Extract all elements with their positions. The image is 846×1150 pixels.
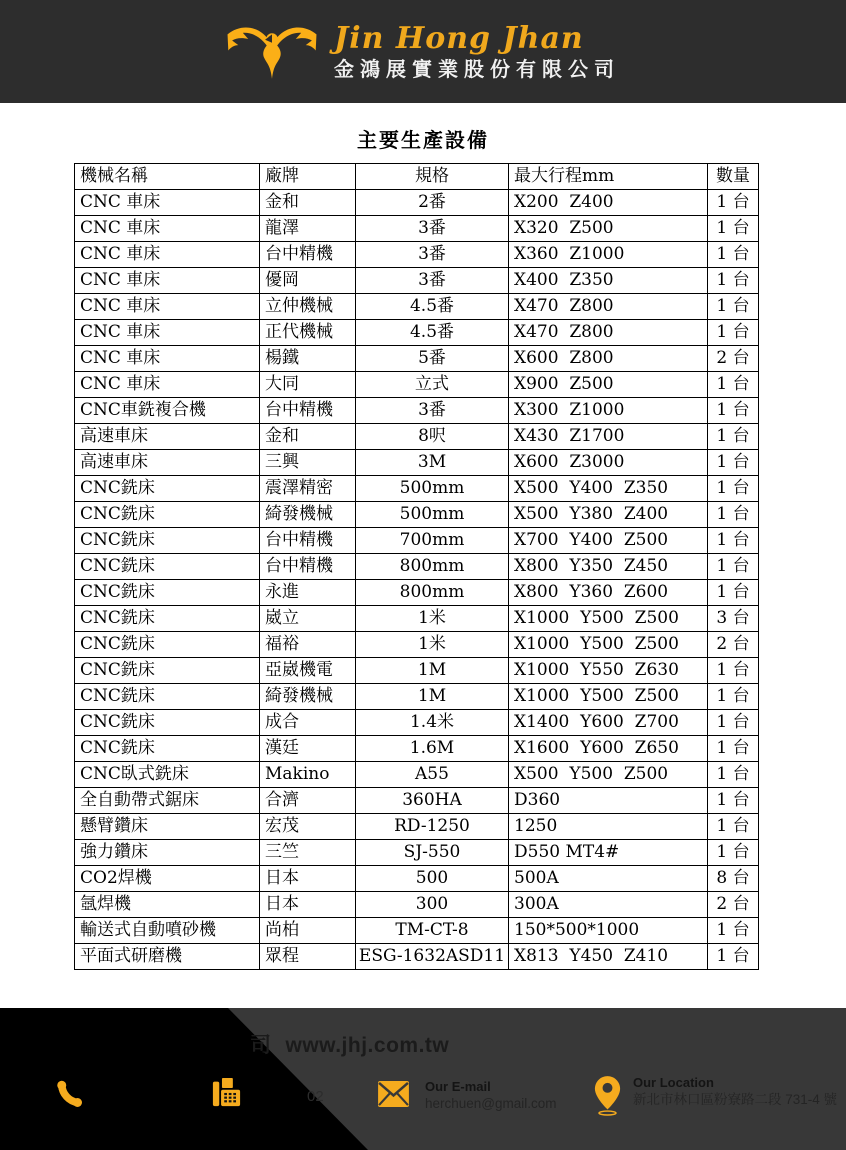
table-cell: 1 台: [708, 762, 759, 788]
table-cell: 三竺: [260, 840, 356, 866]
table-cell: 1 台: [708, 190, 759, 216]
table-cell: 日本: [260, 892, 356, 918]
table-cell: 金和: [260, 190, 356, 216]
table-cell: 1 台: [708, 580, 759, 606]
table-cell: 1 台: [708, 658, 759, 684]
table-cell: 1 台: [708, 710, 759, 736]
table-cell: X600 Z800: [509, 346, 708, 372]
table-cell: 1 台: [708, 450, 759, 476]
footer: [0, 1008, 846, 1150]
table-cell: 3 台: [708, 606, 759, 632]
brand: [226, 21, 620, 83]
table-cell: 3番: [356, 216, 509, 242]
table-row: [75, 398, 759, 424]
table-cell: 4.5番: [356, 294, 509, 320]
table-cell: CNC銑床: [75, 736, 260, 762]
table-cell: 福裕: [260, 632, 356, 658]
column-header: 數量: [708, 164, 759, 190]
table-row: [75, 190, 759, 216]
table-cell: CO2焊機: [75, 866, 260, 892]
table-cell: 1 台: [708, 294, 759, 320]
equipment-table: [74, 163, 759, 970]
table-cell: CNC銑床: [75, 554, 260, 580]
table-cell: 300A: [509, 892, 708, 918]
table-cell: 1 台: [708, 736, 759, 762]
table-cell: RD-1250: [356, 814, 509, 840]
table-cell: 懸臂鑽床: [75, 814, 260, 840]
table-cell: 台中精機: [260, 528, 356, 554]
table-cell: 震澤精密: [260, 476, 356, 502]
phone-icon: [52, 1080, 82, 1115]
table-row: [75, 944, 759, 970]
table-cell: CNC銑床: [75, 606, 260, 632]
table-row: [75, 242, 759, 268]
table-cell: 台中精機: [260, 554, 356, 580]
table-cell: 全自動帶式鋸床: [75, 788, 260, 814]
website-url[interactable]: www.jhj.com.tw: [285, 1034, 450, 1057]
page-title: 主要生產設備: [357, 130, 489, 152]
table-cell: 2 台: [708, 892, 759, 918]
table-cell: 優岡: [260, 268, 356, 294]
table-row: [75, 684, 759, 710]
table-cell: 輸送式自動噴砂機: [75, 918, 260, 944]
table-cell: 1米: [356, 606, 509, 632]
table-cell: X1600 Y600 Z650: [509, 736, 708, 762]
table-cell: 500mm: [356, 502, 509, 528]
table-cell: A55: [356, 762, 509, 788]
table-cell: 眾程: [260, 944, 356, 970]
table-cell: CNC銑床: [75, 632, 260, 658]
table-cell: 強力鑽床: [75, 840, 260, 866]
table-cell: CNC 車床: [75, 320, 260, 346]
table-cell: 1 台: [708, 788, 759, 814]
table-cell: D360: [509, 788, 708, 814]
table-cell: 1 台: [708, 684, 759, 710]
table-row: [75, 554, 759, 580]
table-cell: CNC 車床: [75, 372, 260, 398]
table-cell: X470 Z800: [509, 294, 708, 320]
table-cell: 高速車床: [75, 450, 260, 476]
table-cell: 150*500*1000: [509, 918, 708, 944]
table-cell: 1米: [356, 632, 509, 658]
table-cell: 3番: [356, 268, 509, 294]
table-cell: 大同: [260, 372, 356, 398]
table-cell: 台中精機: [260, 398, 356, 424]
table-cell: 800mm: [356, 554, 509, 580]
table-row: [75, 216, 759, 242]
table-row: [75, 502, 759, 528]
location-label: Our Location: [633, 1075, 714, 1090]
table-row: [75, 450, 759, 476]
table-cell: 高速車床: [75, 424, 260, 450]
table-row: [75, 346, 759, 372]
table-row: [75, 294, 759, 320]
table-cell: Makino: [260, 762, 356, 788]
table-cell: 1 台: [708, 554, 759, 580]
table-cell: CNC銑床: [75, 476, 260, 502]
table-cell: 8 台: [708, 866, 759, 892]
table-cell: X1000 Y500 Z500: [509, 632, 708, 658]
table-cell: 3M: [356, 450, 509, 476]
table-cell: 龍澤: [260, 216, 356, 242]
table-body: [75, 190, 759, 970]
table-cell: 立仲機械: [260, 294, 356, 320]
table-cell: X700 Y400 Z500: [509, 528, 708, 554]
table-row: [75, 762, 759, 788]
table-cell: 1 台: [708, 424, 759, 450]
table-cell: 1 台: [708, 398, 759, 424]
table-cell: TM-CT-8: [356, 918, 509, 944]
table-cell: CNC銑床: [75, 528, 260, 554]
table-cell: X813 Y450 Z410: [509, 944, 708, 970]
table-cell: CNC車銑複合機: [75, 398, 260, 424]
table-cell: 500A: [509, 866, 708, 892]
table-cell: 2 台: [708, 632, 759, 658]
table-row: [75, 840, 759, 866]
table-row: [75, 580, 759, 606]
table-cell: 楊鐵: [260, 346, 356, 372]
location-value: 新北市林口區粉寮路二段 731-4 號: [633, 1092, 838, 1107]
table-cell: CNC臥式銑床: [75, 762, 260, 788]
table-cell: X430 Z1700: [509, 424, 708, 450]
table-cell: CNC 車床: [75, 190, 260, 216]
table-cell: 立式: [356, 372, 509, 398]
table-cell: X1000 Y550 Z630: [509, 658, 708, 684]
brand-name-en: Jin Hong Jhan: [334, 20, 584, 56]
table-cell: 500mm: [356, 476, 509, 502]
table-header-row: [75, 164, 759, 190]
table-cell: X1000 Y500 Z500: [509, 684, 708, 710]
table-cell: X500 Y380 Z400: [509, 502, 708, 528]
table-cell: 三興: [260, 450, 356, 476]
table-cell: 2 台: [708, 346, 759, 372]
table-cell: CNC 車床: [75, 268, 260, 294]
table-cell: 永進: [260, 580, 356, 606]
table-cell: X300 Z1000: [509, 398, 708, 424]
brand-name-zh: 金鴻展實業股份有限公司: [334, 58, 620, 81]
table-row: [75, 736, 759, 762]
table-cell: CNC銑床: [75, 580, 260, 606]
table-row: [75, 268, 759, 294]
table-cell: CNC銑床: [75, 658, 260, 684]
column-header: 廠牌: [260, 164, 356, 190]
table-cell: 1M: [356, 684, 509, 710]
table-cell: 正代機械: [260, 320, 356, 346]
table-cell: 500: [356, 866, 509, 892]
table-cell: 1 台: [708, 918, 759, 944]
table-cell: 1 台: [708, 528, 759, 554]
table-cell: X400 Z350: [509, 268, 708, 294]
table-row: [75, 710, 759, 736]
email-label: Our E-mail: [425, 1079, 491, 1094]
table-cell: 800mm: [356, 580, 509, 606]
table-cell: 1M: [356, 658, 509, 684]
table-cell: X360 Z1000: [509, 242, 708, 268]
table-cell: X500 Y500 Z500: [509, 762, 708, 788]
table-cell: X500 Y400 Z350: [509, 476, 708, 502]
location-block: [594, 1075, 837, 1121]
table-cell: X200 Z400: [509, 190, 708, 216]
eagle-logo-icon: [226, 21, 318, 83]
table-cell: X800 Y360 Z600: [509, 580, 708, 606]
table-cell: 1 台: [708, 944, 759, 970]
table-cell: 1 台: [708, 242, 759, 268]
table-cell: 5番: [356, 346, 509, 372]
email-icon: [378, 1079, 409, 1112]
email-value[interactable]: herchuen@gmail.com: [425, 1096, 557, 1111]
table-cell: X600 Z3000: [509, 450, 708, 476]
table-cell: 2番: [356, 190, 509, 216]
table-cell: 合濟: [260, 788, 356, 814]
table-cell: 1 台: [708, 268, 759, 294]
table-row: [75, 476, 759, 502]
website-line: [250, 1029, 449, 1059]
table-cell: 360HA: [356, 788, 509, 814]
table-cell: ESG-1632ASD11: [356, 944, 509, 970]
table-cell: 綺發機械: [260, 684, 356, 710]
table-cell: 1 台: [708, 476, 759, 502]
table-cell: 1.4米: [356, 710, 509, 736]
table-cell: D550 MT4#: [509, 840, 708, 866]
header: [0, 0, 846, 103]
table-cell: 1250: [509, 814, 708, 840]
table-cell: X1000 Y500 Z500: [509, 606, 708, 632]
table-row: [75, 892, 759, 918]
table-cell: 亞崴機電: [260, 658, 356, 684]
table-cell: 日本: [260, 866, 356, 892]
table-cell: 3番: [356, 242, 509, 268]
table-cell: 1 台: [708, 216, 759, 242]
table-cell: 4.5番: [356, 320, 509, 346]
table-cell: CNC銑床: [75, 684, 260, 710]
location-pin-icon: [594, 1075, 621, 1121]
table-cell: 1 台: [708, 814, 759, 840]
table-cell: 1 台: [708, 840, 759, 866]
table-row: [75, 372, 759, 398]
table-cell: 台中精機: [260, 242, 356, 268]
table-cell: SJ-550: [356, 840, 509, 866]
table-cell: 綺發機械: [260, 502, 356, 528]
table-row: [75, 918, 759, 944]
table-cell: X1400 Y600 Z700: [509, 710, 708, 736]
column-header: 機械名稱: [75, 164, 260, 190]
table-cell: 漢廷: [260, 736, 356, 762]
table-row: [75, 866, 759, 892]
table-cell: CNC 車床: [75, 346, 260, 372]
table-cell: X320 Z500: [509, 216, 708, 242]
table-row: [75, 632, 759, 658]
table-cell: 1 台: [708, 372, 759, 398]
table-cell: 崴立: [260, 606, 356, 632]
table-cell: 1 台: [708, 320, 759, 346]
table-cell: 氬焊機: [75, 892, 260, 918]
table-row: [75, 606, 759, 632]
column-header: 最大行程mm: [509, 164, 708, 190]
table-cell: 8呎: [356, 424, 509, 450]
table-cell: 宏茂: [260, 814, 356, 840]
table-cell: CNC銑床: [75, 502, 260, 528]
table-cell: 700mm: [356, 528, 509, 554]
table-cell: 1 台: [708, 502, 759, 528]
table-row: [75, 424, 759, 450]
table-cell: 1.6M: [356, 736, 509, 762]
table-cell: CNC 車床: [75, 294, 260, 320]
table-cell: CNC銑床: [75, 710, 260, 736]
table-cell: CNC 車床: [75, 242, 260, 268]
brand-text: [334, 20, 620, 81]
phone-number-partial: 02: [307, 1088, 324, 1105]
company-name-partial: 司: [250, 1034, 272, 1057]
table-cell: 平面式研磨機: [75, 944, 260, 970]
table-row: [75, 320, 759, 346]
email-block: [378, 1079, 557, 1112]
fax-icon: [212, 1077, 241, 1113]
table-row: [75, 814, 759, 840]
table-cell: 成合: [260, 710, 356, 736]
table-row: [75, 528, 759, 554]
table-cell: X900 Z500: [509, 372, 708, 398]
table-cell: CNC 車床: [75, 216, 260, 242]
table-cell: 3番: [356, 398, 509, 424]
table-cell: X800 Y350 Z450: [509, 554, 708, 580]
table-cell: 尚柏: [260, 918, 356, 944]
table-cell: 300: [356, 892, 509, 918]
table-cell: 金和: [260, 424, 356, 450]
table-row: [75, 658, 759, 684]
column-header: 規格: [356, 164, 509, 190]
table-cell: X470 Z800: [509, 320, 708, 346]
table-row: [75, 788, 759, 814]
